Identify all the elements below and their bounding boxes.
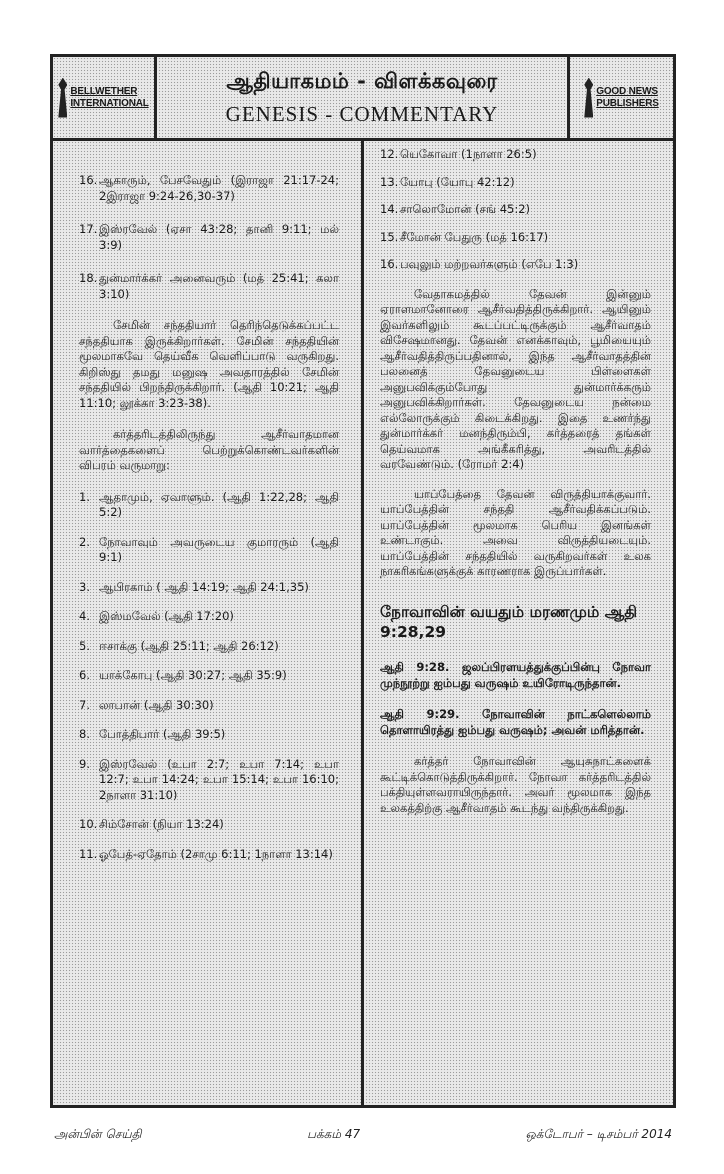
page-frame — [50, 54, 676, 1108]
tower-icon — [58, 78, 67, 118]
list-item: 12. யெகோவா (1நாளா 26:5) — [380, 147, 537, 161]
list-item: 8. போத்திபார் (ஆதி 39:5) — [79, 727, 226, 742]
page-footer — [54, 1127, 672, 1143]
list-item: 4. இஸ்மவேல் (ஆதி 17:20) — [79, 609, 234, 624]
verse-paragraph: ஆதி 9:29. நோவாவின் நாட்களெல்லாம் தொளாயிரத்து ஐம்பது வருஷம்; அவன் மரித்தான். — [380, 707, 651, 737]
list-item: 15. சீமோன் பேதுரு (மத் 16:17) — [380, 229, 549, 244]
footer-magazine-name: அன்பின் செய்தி — [54, 1127, 142, 1141]
list-item: 6. யாக்கோபு (ஆதி 30:27; ஆதி 35:9) — [79, 668, 287, 683]
list-item: 16. ஆகாரும், பேசவேதும் (இராஜா 21:17-24; 2இராஜா 9:24-26,30-37) — [79, 173, 339, 203]
good-news-logo-box — [567, 57, 673, 138]
logo-line-1: BELLWETHER — [70, 86, 138, 97]
verse-paragraph: ஆதி 9:28. ஜலப்பிரளயத்துக்குப்பின்பு நோவா முந்நூற்று ஐம்பது வருஷம் உயிரோடிருந்தான். — [380, 660, 651, 690]
logo-line-1: GOOD NEWS — [596, 86, 658, 97]
paragraph: யாப்பேத்தை தேவன் விருத்தியாக்குவார். யாப்பேத்தின் சந்ததி ஆசீர்வதிக்கப்படும். யாப்பேத்தின் மூலமாக பெரிய இனங்கள் உண்டாகும். அவை விருத்தியடையும். யாப்பேத்தின் சந்ததியில் வருகிறவர்கள் உலக நாகரிகங்களுக்குக் காரணராக இருப்பார்கள். — [380, 486, 651, 579]
page-header — [53, 57, 673, 141]
right-column — [364, 141, 673, 1105]
left-column — [53, 141, 361, 1105]
title-english: GENESIS - COMMENTARY — [225, 102, 499, 126]
good-news-logo — [584, 78, 658, 118]
paragraph: சேமின் சந்ததியார் தெரிந்தெடுக்கப்பட்ட சந்ததியாக இருக்கிறார்கள். சேமின் சந்ததியின் மூலமாகவே தெய்வீக வெளிப்பாடு வருகிறது. கிறிஸ்து தமது மனுஷ அவதாரத்தில் சேமின் சந்ததியில் பிறந்திருக்கிறார். (ஆதி 10:21; ஆதி 11:10; லூக்கா 3:23-38). — [79, 318, 339, 410]
list-item: 14. சாலொமோன் (சங் 45:2) — [380, 202, 531, 217]
footer-page-number: பக்கம் 47 — [307, 1127, 361, 1141]
list-item: 1. ஆதாமும், ஏவாளும். (ஆதி 1:22,28; ஆதி 5:2) — [79, 489, 339, 520]
logo-line-2: PUBLISHERS — [596, 97, 659, 109]
tower-icon — [584, 78, 593, 118]
list-item: 5. ஈசாக்கு (ஆதி 25:11; ஆதி 26:12) — [79, 638, 279, 653]
list-item: 13. யோபு (யோபு 42:12) — [380, 174, 515, 189]
list-item: 9. இஸ்ரவேல் (உபா 2:7; உபா 7:14; உபா 12:7; உபா 14:24; உபா 15:14; உபா 16:10; 2நாளா 31:10) — [79, 756, 339, 802]
list-item: 2. நோவாவும் அவருடைய குமாரரும் (ஆதி 9:1) — [79, 534, 339, 565]
list-item: 18. துன்மார்க்கர் அனைவரும் (மத் 25:41; கலா 3:10) — [79, 271, 339, 301]
bellwether-logo — [58, 78, 148, 118]
logo-line-2: INTERNATIONAL — [70, 97, 149, 109]
section-heading: நோவாவின் வயதும் மரணமும் ஆதி 9:28,29 — [380, 602, 638, 641]
list-item: 7. லாபான் (ஆதி 30:30) — [79, 697, 214, 712]
paragraph: வேதாகமத்தில் தேவன் இன்னும் ஏராளமானோரை ஆசீர்வதித்திருக்கிறார். ஆயினும் இவர்களிலும் கூடப்பட்டிருக்கும் ஆசீர்வாதம் விசேஷமானது. தேவன் எனக்காவும், பூமியையும் ஆசீர்வதித்திருப்பதினால், இந்த ஆசீர்வாதத்தின் பலனைத் தேவனுடைய பிள்ளைகள் அனுபவிக்கும்போது துன்மார்க்கரும் அனுபவிக்கிறார்கள். தேவனுடைய நன்மை எல்லோருக்கும் கிடைக்கிறது. இதை உணர்ந்து துன்மார்க்கர் மனந்திரும்பி, கர்த்தரைத் தங்கள் தெய்வமாக அங்கீகரித்து, அவரிடத்தில் வரவேண்டும். (ரோமர் 2:4) — [380, 286, 651, 472]
list-item: 11. ஓபேத்-ஏதோம் (2சாமு 6:11; 1நாளா 13:14) — [79, 846, 333, 861]
bellwether-logo-box — [53, 57, 157, 138]
list-item: 10. சிம்சோன் (நியா 13:24) — [79, 817, 224, 832]
list-item: 17. இஸ்ரவேல் (ஏசா 43:28; தானி 9:11; மல் 3:9) — [79, 222, 339, 252]
title-tamil: ஆதியாகமம் - விளக்கவுரை — [226, 69, 498, 93]
paragraph: கர்த்தரிடத்திலிருந்து ஆசீர்வாதமான வார்த்தைகளைப் பெற்றுக்கொண்டவர்களின் விபரம் வருமாறு: — [79, 427, 339, 473]
title-block — [157, 57, 567, 138]
list-item: 3. ஆபிரகாம் ( ஆதி 14:19; ஆதி 24:1,35) — [79, 579, 309, 594]
list-item: 16. பவுலும் மற்றவர்களும் (எபே 1:3) — [380, 257, 579, 272]
footer-issue-date: ஒக்டோபர் – டிசம்பர் 2014 — [525, 1127, 672, 1141]
paragraph: கர்த்தர் நோவாவின் ஆயுசுநாட்களைக் கூட்டிக்கொடுத்திருக்கிறார். நோவா கர்த்தரிடத்தில் பக்தியுள்ளவராயிருந்தார். அவர் மூலமாக இந்த உலகத்திற்கு ஆசீர்வாதம் கூடந்து வந்திருக்கிறது. — [380, 754, 651, 815]
